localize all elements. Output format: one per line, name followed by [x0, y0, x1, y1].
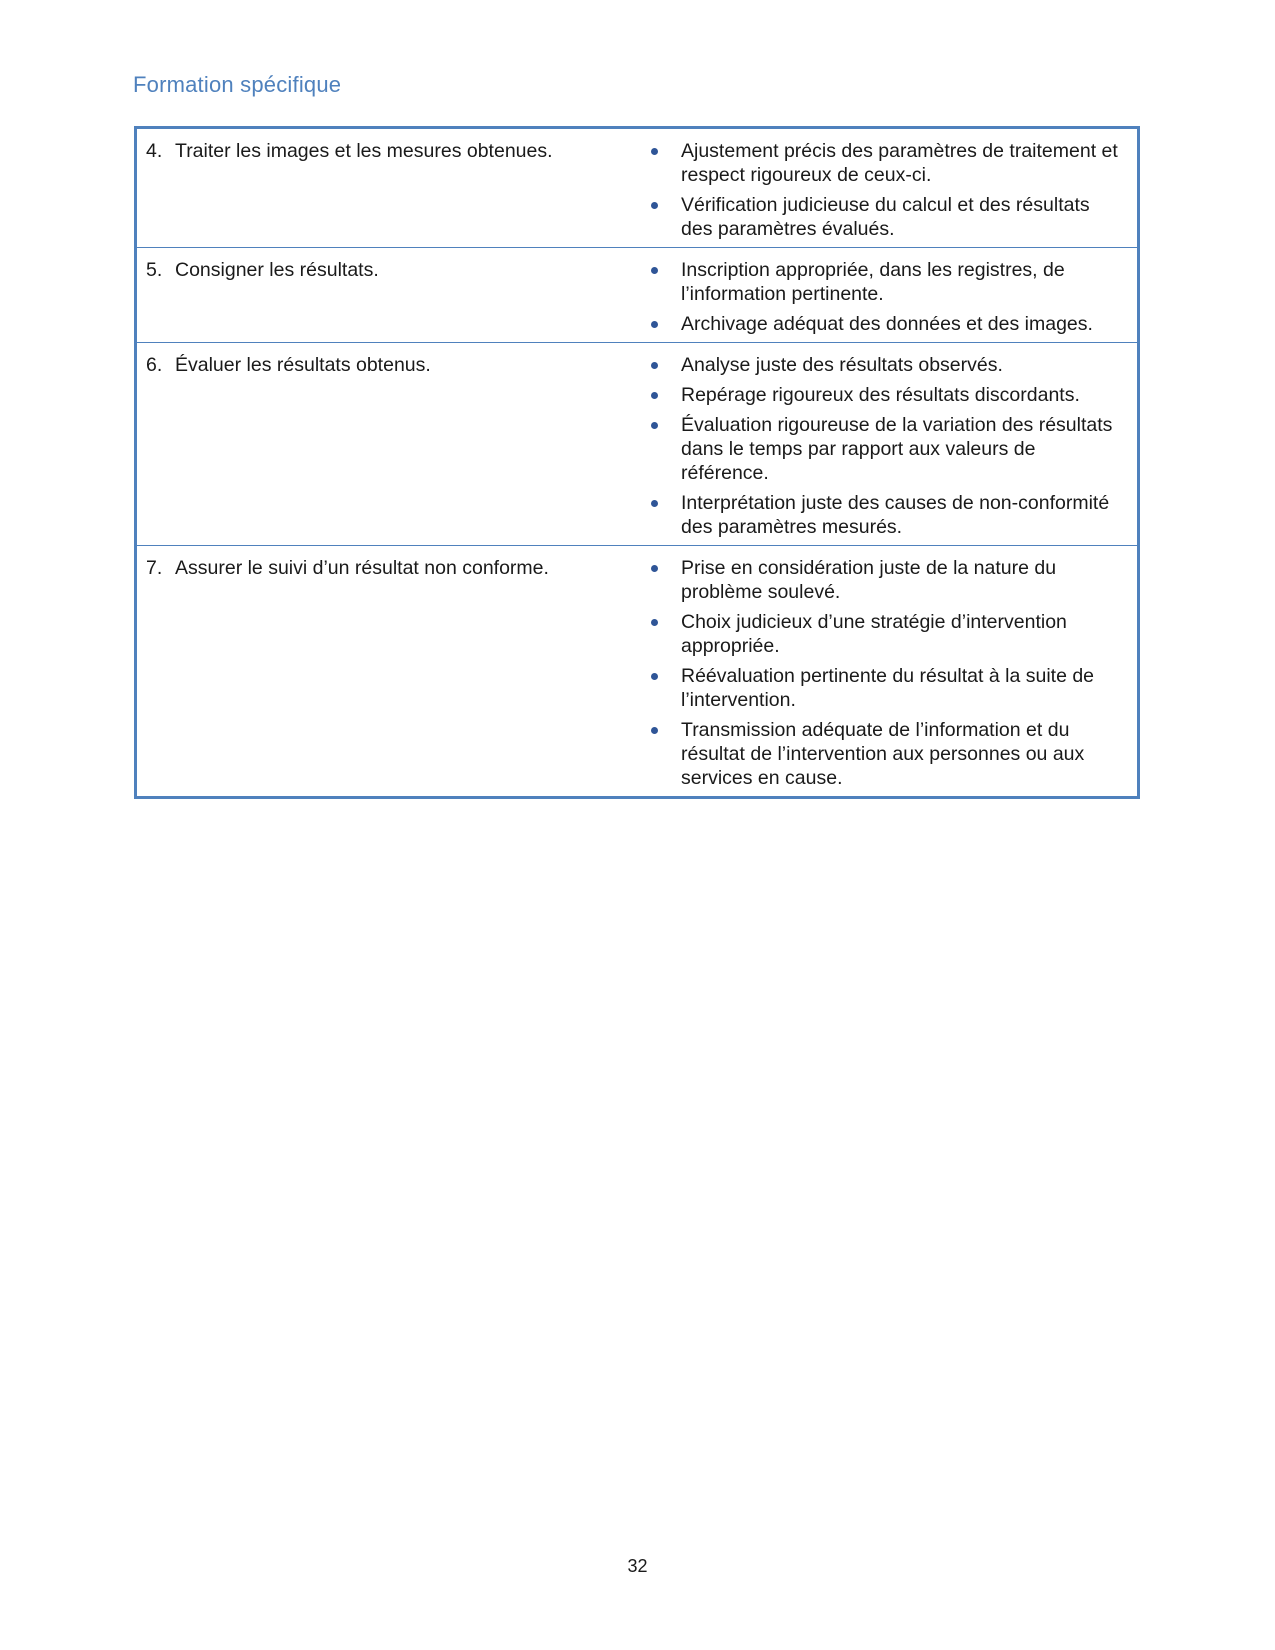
criteria-list [627, 556, 1125, 790]
list-item [627, 413, 1125, 485]
criteria-list [627, 139, 1125, 241]
competency-number: 4. [146, 140, 163, 162]
criterion-text: Prise en considération juste de la nature du problème soulevé. [681, 557, 1057, 603]
bullet-icon [627, 353, 681, 377]
competency-number: 5. [146, 259, 163, 281]
bullet-icon [627, 383, 681, 407]
page-header-title: Formation spécifique [133, 72, 342, 97]
bullet-icon [627, 610, 681, 658]
criterion-text: Interprétation juste des causes de non-conformité des paramètres mesurés. [681, 492, 1110, 538]
criterion-text: Analyse juste des résultats observés. [681, 354, 1003, 376]
list-item [627, 312, 1125, 336]
criterion-text: Archivage adéquat des données et des images. [681, 313, 1093, 335]
competency-number: 6. [146, 354, 163, 376]
list-item [627, 258, 1125, 306]
list-item [627, 491, 1125, 539]
table-row [137, 545, 1137, 796]
criterion-text: Réévaluation pertinente du résultat à la suite de l’intervention. [681, 665, 1095, 711]
criteria-cell [627, 343, 1137, 545]
competency-text: Traiter les images et les mesures obtenues. [175, 140, 553, 162]
criterion-text: Repérage rigoureux des résultats discordants. [681, 384, 1080, 406]
criterion-text: Choix judicieux d’une stratégie d’intervention appropriée. [681, 611, 1067, 657]
bullet-icon [627, 664, 681, 712]
criterion-text: Évaluation rigoureuse de la variation des résultats dans le temps par rapport aux valeurs de référence. [681, 414, 1113, 484]
competency-cell [137, 129, 627, 247]
list-item [627, 139, 1125, 187]
criteria-list [627, 353, 1125, 539]
bullet-icon [627, 556, 681, 604]
criterion-text: Inscription appropriée, dans les registres, de l’information pertinente. [681, 259, 1065, 305]
criteria-cell [627, 248, 1137, 342]
list-item [627, 383, 1125, 407]
criterion-text: Ajustement précis des paramètres de traitement et respect rigoureux de ceux-ci. [681, 140, 1118, 186]
competency-table [134, 126, 1140, 799]
table-row [137, 247, 1137, 342]
criteria-cell [627, 129, 1137, 247]
list-item [627, 556, 1125, 604]
criteria-list [627, 258, 1125, 336]
bullet-icon [627, 312, 681, 336]
list-item [627, 610, 1125, 658]
criterion-text: Vérification judicieuse du calcul et des résultats des paramètres évalués. [681, 194, 1090, 240]
table-row [137, 129, 1137, 247]
competency-cell [137, 343, 627, 545]
competency-cell [137, 546, 627, 796]
competency-number: 7. [146, 557, 163, 579]
bullet-icon [627, 258, 681, 306]
page-number: 32 [627, 1556, 648, 1576]
list-item [627, 664, 1125, 712]
bullet-icon [627, 491, 681, 539]
bullet-icon [627, 718, 681, 790]
table-row [137, 342, 1137, 545]
competency-cell [137, 248, 627, 342]
criteria-cell [627, 546, 1137, 796]
list-item [627, 193, 1125, 241]
competency-text: Assurer le suivi d’un résultat non conforme. [175, 557, 549, 579]
criterion-text: Transmission adéquate de l’information et du résultat de l’intervention aux personnes ou aux services en cause. [681, 719, 1085, 789]
competency-text: Consigner les résultats. [175, 259, 379, 281]
list-item [627, 353, 1125, 377]
bullet-icon [627, 193, 681, 241]
bullet-icon [627, 413, 681, 485]
bullet-icon [627, 139, 681, 187]
list-item [627, 718, 1125, 790]
competency-text: Évaluer les résultats obtenus. [175, 354, 431, 376]
